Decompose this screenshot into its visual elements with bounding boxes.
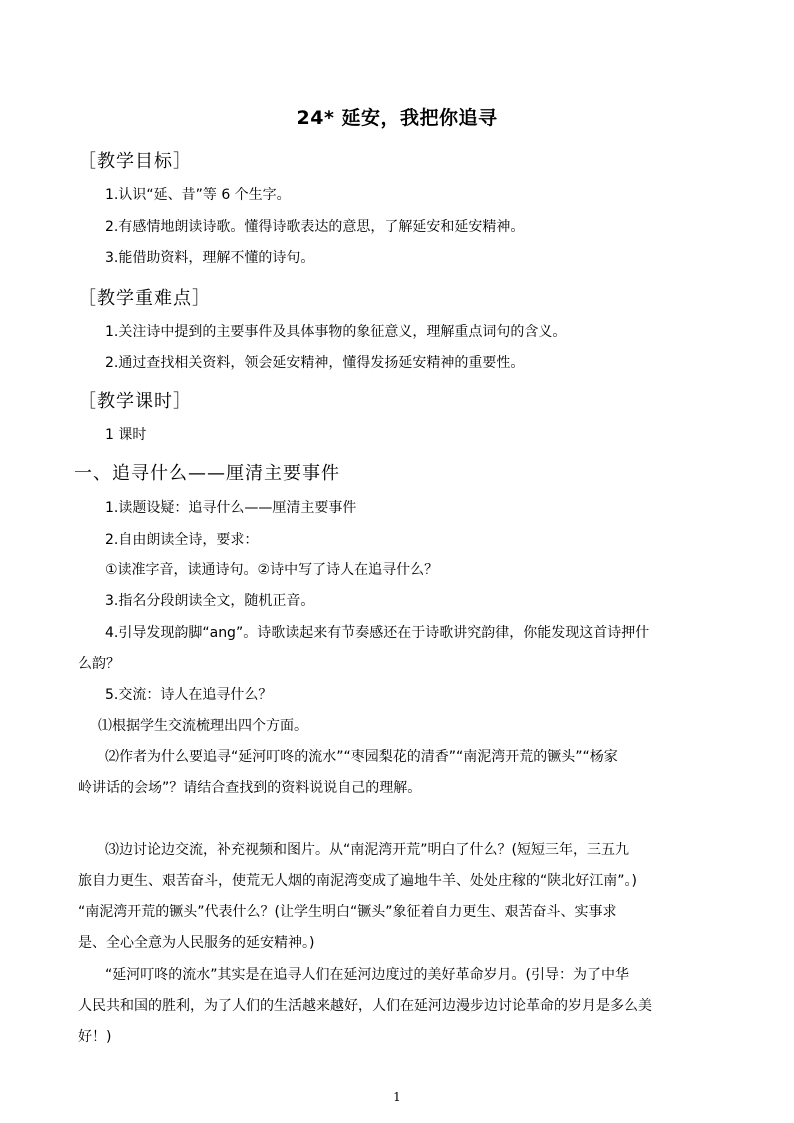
body-line: ⑵作者为什么要追寻“延河叮咚的流水”“枣园梨花的清香”“南泥湾开荒的镢头”“杨家 — [105, 749, 618, 765]
section-heading-difficulties: ［教学重难点］ — [78, 288, 211, 309]
document-title: 24* 延安，我把你追寻 — [296, 107, 498, 129]
section-heading-part1: 一、追寻什么——厘清主要事件 — [74, 463, 340, 484]
section-heading-goals: ［教学目标］ — [78, 151, 192, 172]
body-line: 人民共和国的胜利，为了人们的生活越来越好，人们在延河边漫步边讨论革命的岁月是多么美 — [78, 998, 652, 1014]
body-line: 旅自力更生、艰苦奋斗，使荒无人烟的南泥湾变成了遍地牛羊、处处庄稼的“陕北好江南”。) — [78, 873, 637, 889]
goal-item: 1.认识“延、昔”等 6 个生字。 — [105, 187, 291, 203]
body-line: 是、全心全意为人民服务的延安精神。) — [78, 935, 315, 951]
body-line: 2.自由朗读全诗，要求： — [105, 532, 259, 548]
body-line: 好！) — [78, 1029, 112, 1045]
body-line: 岭讲话的会场”？请结合查找到的资料说说自己的理解。 — [78, 780, 422, 796]
hours-value: 1 课时 — [105, 427, 147, 443]
section-heading-hours: ［教学课时］ — [78, 391, 192, 412]
body-line: ⑴根据学生交流梳理出四个方面。 — [98, 718, 308, 734]
body-line: 4.引导发现韵脚“ang”。诗歌读起来有节奏感还在于诗歌讲究韵律，你能发现这首诗押什 — [105, 625, 650, 641]
difficulty-item: 1.关注诗中提到的主要事件及具体事物的象征意义，理解重点词句的含义。 — [105, 324, 567, 340]
page-number: 1 — [393, 1090, 401, 1104]
difficulty-item: 2.通过查找相关资料，领会延安精神，懂得发扬延安精神的重要性。 — [105, 355, 525, 371]
goal-item: 3.能借助资料，理解不懂的诗句。 — [105, 250, 315, 266]
body-line: 么韵？ — [78, 656, 120, 672]
goal-item: 2.有感情地朗读诗歌。懂得诗歌表达的意思，了解延安和延安精神。 — [105, 219, 525, 235]
body-line: 5.交流：诗人在追寻什么？ — [105, 687, 273, 703]
body-line: 3.指名分段朗读全文，随机正音。 — [105, 593, 315, 609]
body-line: ⑶边讨论边交流，补充视频和图片。从“南泥湾开荒”明白了什么？(短短三年，三五九 — [105, 842, 629, 858]
body-line: ①读准字音，读通诗句。②诗中写了诗人在追寻什么？ — [105, 562, 439, 578]
body-line: “南泥湾开荒的镢头”代表什么？(让学生明白“镢头”象征着自力更生、艰苦奋斗、实事求 — [78, 904, 617, 920]
body-line: “延河叮咚的流水”其实是在追寻人们在延河边度过的美好革命岁月。(引导：为了中华 — [105, 967, 629, 983]
body-line: 1.读题设疑：追寻什么——厘清主要事件 — [105, 500, 357, 516]
